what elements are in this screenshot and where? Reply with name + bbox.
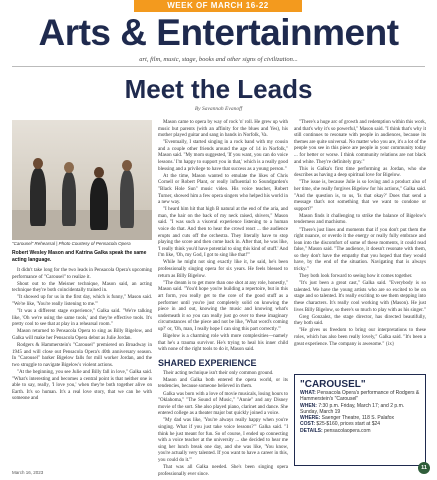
photo-cutline: Robert Wesley Mason and Katrina Galka speak the same acting language. [12,250,147,263]
rehearsal-photo [12,120,152,240]
article-column-2 [158,120,288,477]
paragraph: Their acting technique isn't their only common ground. [163,370,274,376]
paragraph: "There's just lines and moments that if you don't put them the right nuance, or overdo it the energy or really fully embrace and lean into the discomfort of some of these moments, it could read false," Mason said. "The audience, it doesn't resonate with them, so they don't have the empathy that you hoped that they would have, by the end of the situation. Navigating that is always tricky." [294,227,426,273]
section-title: Arts & Entertainment [38,12,399,53]
paragraph: They both look forward to seeing how it comes together. [299,274,413,280]
article-headline: Meet the Leads [124,74,313,104]
paragraph: At the time, Mason wanted to emulate the likes of Chris Cornell or Robert Plant, or really influential to Soundgarden's "Black Hole Sun" music video. His voice teacher, Robert Turner, showed him a few opera singers who helped his world in a new way. [158,173,288,206]
paragraph: "My dad was like, 'You're always really happy when you're singing. What if you just take voice lessons?'" Galka said. "I think he just meant for fun. So of course, I ended up connecting with a voice teacher at the university ... she decided to hear me sing her lunch break one day, and she was like, 'You know, you're actually very talented. If you want to have a career in this, you could do it.'" [158,418,288,463]
paragraph: Galka was born with a love of movie musicals, losing hours to "Oklahoma," "The Sound of Music," "Annie" and any Disney movie of the sort. She also played piano, clarinet and dance. She entered college as a theater major but quickly joined a voice. [158,391,288,417]
paragraph: Greg Gonzalez, the stage director, has directed beautifully, they both said. [294,314,426,327]
week-banner: WEEK OF MARCH 16-22 [134,0,302,12]
paragraph: It didn't take long for the two leads in Pensacola Opera's upcoming performance of "Carousel" to realize it. [12,268,152,280]
issue-date: March 16, 2023 [12,470,44,475]
photo-caption: "Carousel" Rehearsal | Photo Courtesy of Pensacola Opera [12,241,131,246]
paragraph: Mason returned to Pensacola Opera to sing as Billy Bigelow, and Galka will make her Pensacola Opera debut as Julie Jordan. [12,329,152,341]
event-details: DETAILS: pensacolaopera.com [300,427,371,434]
section-tagline: art, film, music, stage, books and other signs of civilization... [139,56,298,63]
paragraph: While he might not sing exactly like it, he said, he's been professionally singing opera for six years. He feels blessed to return as Billy Bigelow. [158,260,288,279]
paragraph: Bigelow is a charming role with more complexities—namely that he's a trauma survivor. He's trying to heal his inner child with none of the right tools to do it, Mason said. [158,334,288,353]
article-column-3 [294,120,426,368]
article-byline: By Savannah Evanoff [194,106,243,112]
event-when: WHEN: 7:30 p.m. Friday, March 17; and 2 p.m. Sunday, March 19 [300,402,405,415]
paragraph: "The dream is to get more than one shot at any role, honestly," Mason said. "You'd hope you're building a repertoire, but in this art form, you really get to the core of the good stuff as a performer until you're just completely solid on knowing the piece in and out, knowing the music and knowing what's underneath it so you can really just go over to these imaginary circumstances of the piece and not be like, 'What word's coming up?' or, 'Oh, man, I really hope I can sing this part correctly.'" [158,280,288,332]
paragraph: Rodgers & Hammerstein's "Carousel" premiered on Broadway in 1945 and will close out Pensacola Opera's 40th anniversary season. In "Carousel" barker Bigelow falls for mill worker Jordan, and the two struggle to navigate Bigelow's violent actions. [12,343,152,368]
event-cost: COST: $25-$160, prices start at $24 [300,421,381,428]
event-what: WHAT: Pensacola Opera's performance of Rodgers & Hammerstein's "Carousel" [300,390,420,403]
paragraph: "Eventually, I started singing in a rock band with my cousin and a couple other friends around the age of 14 in Norfolk," Mason said. "My mom suggested, 'If you want, you can do voice lessons.' I'm happy to support you in that,' which is a really good blessing and a privilege to have that success as a young person." [158,140,288,172]
paragraph: "It's just been a great cast," Galka said. "Everybody is so talented. We have the young artists who are so excited to be on stage and so talented. It's really exciting to see them stepping into these characters. It's really cool working with (Mason). He just lives Billy Bigelow, so there's so much to play with as his singer." [294,281,426,313]
event-where: WHERE: Saenger Theatre, 118 S. Palafox [300,415,395,422]
paragraph: "I heard him hit that high B natural at the end of the aria, and man, the hair on the back of my neck raised, shivers," Mason said. "I was such a visceral experience listening to a human voice do that. And then to hear the crowd react ... the audience erupts and cuts off the orchestra. They literally have to stop playing the score and then come back in. After that, he was like, 'I really think you'd have potential to sing this kind of stuff.' And I'm like, 'Oh, my God, I got to sing like that!'" [158,207,288,259]
paragraph: This is Galka's first time performing as Jordan, who she describes as having a deep spiritual love for Bigelow. [294,166,426,179]
paragraph: "The issue is, because Julie is so loving and a product also of her time, she really forgives Bigelow for his actions," Galka said. "And the question is, to us, 'Is that okay?' Does that send a message that's not something that we want to condone or support?" [294,180,426,212]
paragraph: "At the beginning, you see Julie and Billy fall in love," Galka said. "What's interesting and becomes a central point is that neither one is able to say, really, 'I love you,' when they're both together alive on Earth. It's so human. It's a real love story, that we can be with someone and [12,369,152,402]
section-subhead: SHARED EXPERIENCE [158,357,257,368]
event-info-box [294,374,426,466]
header-divider [12,66,425,67]
article-column-1 [12,268,152,468]
paragraph: Mason and Galka both entered the opera world, or its tendencies, because someone believed in them. [158,377,288,390]
paragraph: "It showed up for us in the first day, which is funny," Mason said. "We're like, 'You're really listening to me.'" [12,295,152,307]
paragraph: "It was a different stage experience," Galka said. "We're talking like, 'Oh we're using the same tools,' and they're effective tools. It's pretty cool to see that at play in a rehearsal room." [12,309,152,328]
event-title: "CAROUSEL" [300,379,366,390]
paragraph: Mason came to opera by way of rock 'n' roll. He grew up with music but parents (with an affinity for the blues and Yes), his mother played guitar and sang in bands in Norfolk, Va. [158,120,288,139]
paragraph: Mason finds it challenging to strike the balance of Bigelow's tenderness and machismo. [294,213,426,226]
paragraph: Shout out to the Meisner technique, Mason said, an acting technique they're both coincidentally trained in. [12,281,152,294]
page-number: 11 [418,462,430,474]
paragraph: That was all Galka needed. She's been singing opera professionally ever since. [158,465,288,477]
paragraph: "There's a huge arc of growth and redemption within this work, and that's why it's so powerful," Mason said. "I think that's why it still continues to resonate with people in audiences, because its themes are quite universal. No matter who you are, it's a lot of the people you see in this piece are people in your community today ... for better or worse. I think community relations are not black and white. They're definitely gray." [294,120,426,165]
paragraph: "He gives us freedom to bring our interpretations to these roles, which has also been really lovely," Galka said. "It's been a great experience. The company is awesome." {ix} [294,328,426,347]
